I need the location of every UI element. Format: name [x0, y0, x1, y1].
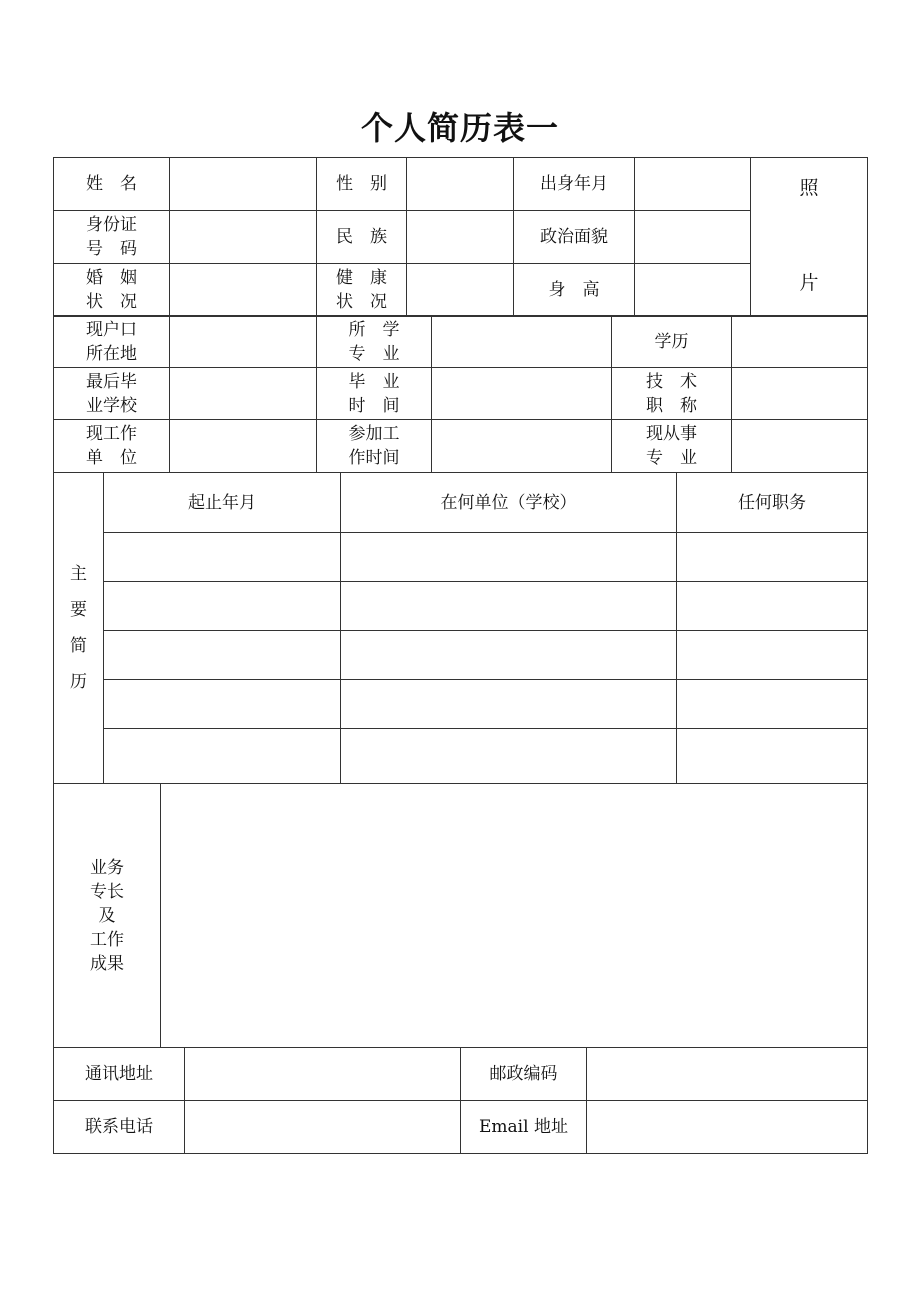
- address-field[interactable]: [185, 1048, 461, 1101]
- skills-field[interactable]: [161, 784, 868, 1048]
- ethnicity-field[interactable]: [407, 211, 514, 264]
- history-period-cell[interactable]: [104, 680, 341, 729]
- phone-field[interactable]: [185, 1101, 461, 1154]
- school-label: 最后毕 业学校: [54, 368, 170, 420]
- degree-label: 学历: [612, 316, 732, 368]
- photo-label-2: 片: [799, 272, 819, 294]
- basic-info-table: [53, 157, 868, 317]
- history-unit-cell[interactable]: [341, 680, 677, 729]
- history-header-period: 起止年月: [104, 473, 341, 533]
- health-label: 健 康 状 况: [317, 264, 407, 317]
- name-label: 姓 名: [54, 158, 170, 211]
- history-period-cell[interactable]: [104, 582, 341, 631]
- work-start-label: 参加工 作时间: [317, 420, 432, 473]
- phone-label: 联系电话: [54, 1101, 185, 1154]
- degree-field[interactable]: [732, 316, 868, 368]
- marital-label: 婚 姻 状 况: [54, 264, 170, 317]
- history-position-cell[interactable]: [677, 680, 868, 729]
- photo-label-1: 照: [799, 177, 819, 199]
- history-position-cell[interactable]: [677, 631, 868, 680]
- history-position-cell[interactable]: [677, 729, 868, 784]
- ethnicity-label: 民 族: [317, 211, 407, 264]
- gender-label: 性 别: [317, 158, 407, 211]
- hukou-field[interactable]: [170, 316, 317, 368]
- history-unit-cell[interactable]: [341, 533, 677, 582]
- history-row: [54, 631, 868, 680]
- page-title: 个人简历表一: [360, 109, 559, 147]
- marital-field[interactable]: [170, 264, 317, 317]
- politics-field[interactable]: [635, 211, 751, 264]
- history-header-unit: 在何单位（学校）: [341, 473, 677, 533]
- height-field[interactable]: [635, 264, 751, 317]
- employer-label: 现工作 单 位: [54, 420, 170, 473]
- birth-label: 出身年月: [514, 158, 635, 211]
- health-field[interactable]: [407, 264, 514, 317]
- skills-table: [53, 783, 868, 1048]
- name-field[interactable]: [170, 158, 317, 211]
- current-field-label: 现从事 专 业: [612, 420, 732, 473]
- photo-box[interactable]: [751, 158, 868, 317]
- title-rank-label: 技 术 职 称: [612, 368, 732, 420]
- history-table: [53, 472, 868, 784]
- history-row: [54, 680, 868, 729]
- history-period-cell[interactable]: [104, 631, 341, 680]
- history-row: [54, 729, 868, 784]
- id-card-field[interactable]: [170, 211, 317, 264]
- gender-field[interactable]: [407, 158, 514, 211]
- postcode-label: 邮政编码: [461, 1048, 587, 1101]
- birth-field[interactable]: [635, 158, 751, 211]
- history-header-position: 任何职务: [677, 473, 868, 533]
- current-field-field[interactable]: [732, 420, 868, 473]
- employer-field[interactable]: [170, 420, 317, 473]
- height-label: 身 高: [514, 264, 635, 317]
- history-period-cell[interactable]: [104, 729, 341, 784]
- history-unit-cell[interactable]: [341, 729, 677, 784]
- address-label: 通讯地址: [54, 1048, 185, 1101]
- work-start-field[interactable]: [432, 420, 612, 473]
- hukou-label: 现户口 所在地: [54, 316, 170, 368]
- grad-time-label: 毕 业 时 间: [317, 368, 432, 420]
- history-position-cell[interactable]: [677, 582, 868, 631]
- history-row: [54, 533, 868, 582]
- history-unit-cell[interactable]: [341, 631, 677, 680]
- history-side-label: 主 要 简 历: [54, 473, 104, 784]
- skills-label: 业务 专长 及 工作 成果: [54, 784, 161, 1048]
- history-unit-cell[interactable]: [341, 582, 677, 631]
- major-field[interactable]: [432, 316, 612, 368]
- history-position-cell[interactable]: [677, 533, 868, 582]
- education-table: [53, 315, 868, 473]
- school-field[interactable]: [170, 368, 317, 420]
- title-rank-field[interactable]: [732, 368, 868, 420]
- history-row: [54, 582, 868, 631]
- history-period-cell[interactable]: [104, 533, 341, 582]
- postcode-field[interactable]: [587, 1048, 868, 1101]
- grad-time-field[interactable]: [432, 368, 612, 420]
- email-field[interactable]: [587, 1101, 868, 1154]
- politics-label: 政治面貌: [514, 211, 635, 264]
- contact-table: [53, 1047, 868, 1154]
- id-card-label: 身份证 号 码: [54, 211, 170, 264]
- email-label: Email 地址: [461, 1101, 587, 1154]
- major-label: 所 学 专 业: [317, 316, 432, 368]
